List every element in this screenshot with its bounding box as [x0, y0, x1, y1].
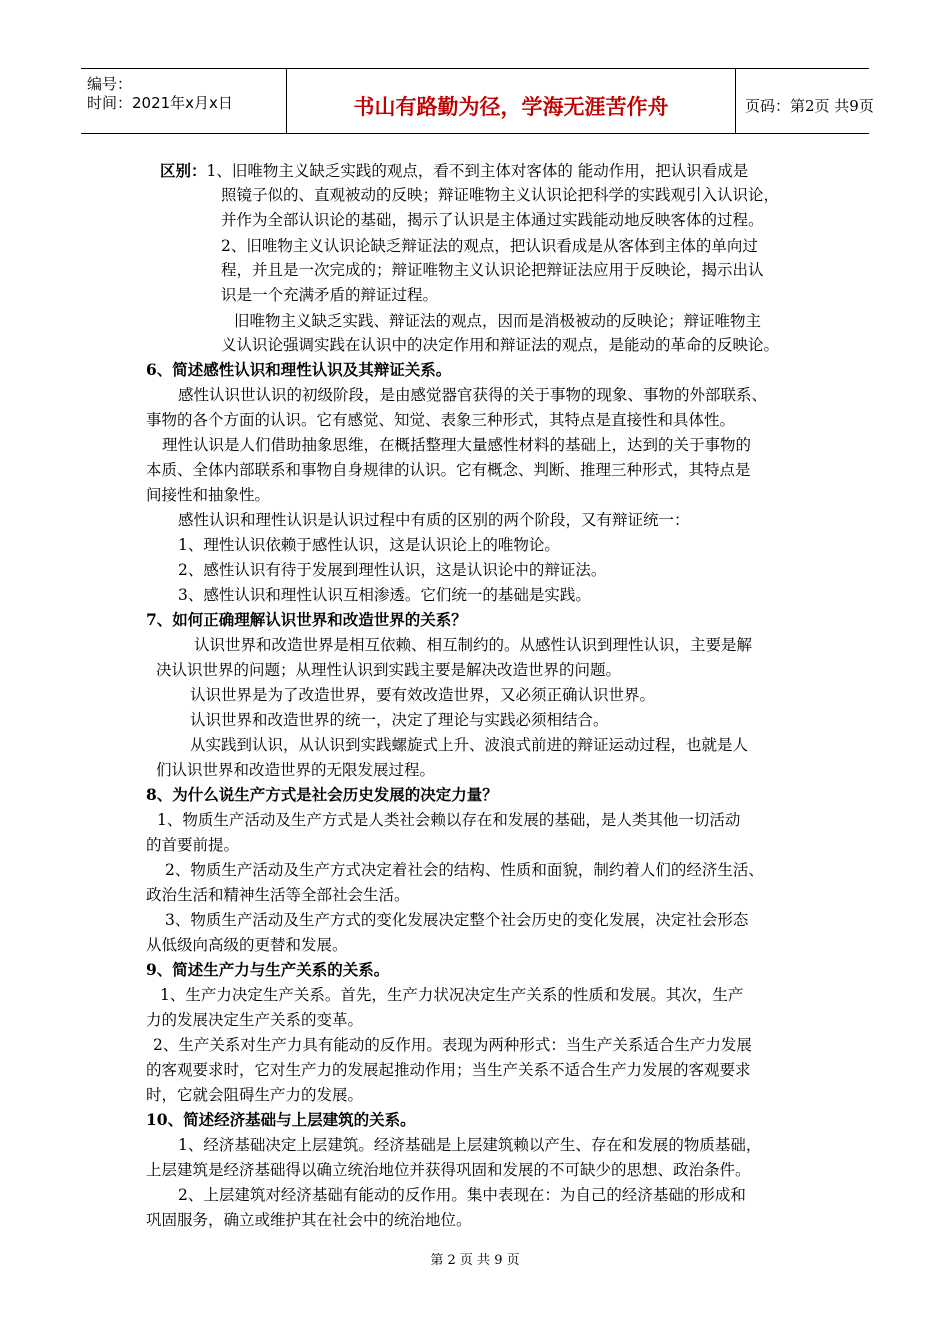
q7-line-5: 从实践到认识，从认识到实践螺旋式上升、波浪式前进的辩证运动过程，也就是人: [190, 736, 749, 754]
q10-line-3: 2、上层建筑对经济基础有能动的反作用。集中表现在：为自己的经济基础的形成和: [178, 1186, 746, 1204]
q9-line-3: 2、生产关系对生产力具有能动的反作用。表现为两种形式：当生产关系适合生产力发展: [153, 1036, 752, 1054]
q6-line-1: 感性认识世认识的初级阶段，是由感觉器官获得的关于事物的现象、事物的外部联系、: [178, 386, 768, 404]
q6-line-4: 本质、全体内部联系和事物自身规律的认识。它有概念、判断、推理三种形式，其特点是: [146, 461, 751, 479]
diff-line-4: 2、旧唯物主义认识论缺乏辩证法的观点，把认识看成是从客体到主体的单向过: [221, 237, 758, 255]
q10-line-2: 上层建筑是经济基础得以确立统治地位并获得巩固和发展的不可缺少的思想、政治条件。: [146, 1161, 751, 1179]
q7-line-4: 认识世界和改造世界的统一，决定了理论与实践必须相结合。: [190, 711, 609, 729]
q9-line-2: 力的发展决定生产关系的变革。: [146, 1011, 364, 1029]
header-meta-cell: [81, 69, 286, 133]
q8-heading: 8、为什么说生产方式是社会历史发展的决定力量？: [146, 785, 498, 804]
q8-line-2: 的首要前提。: [146, 836, 240, 854]
q9-line-4: 的客观要求时，它对生产力的发展起推动作用；当生产关系不适合生产力发展的客观要求: [146, 1061, 751, 1079]
header-motto-cell: [286, 69, 736, 133]
q6-line-3: 理性认识是人们借助抽象思维，在概括整理大量感性材料的基础上，达到的关于事物的: [162, 436, 752, 454]
q7-heading: 7、如何正确理解认识世界和改造世界的关系？: [146, 610, 467, 629]
q6-line-7: 1、理性认识依赖于感性认识，这是认识论上的唯物论。: [178, 536, 560, 554]
diff-line-6: 识是一个充满矛盾的辩证过程。: [221, 286, 439, 304]
diff-line-1: 区别：1、旧唯物主义缺乏实践的观点，看不到主体对客体的 能动作用，把认识看成是: [160, 161, 749, 180]
header-page-cell: [735, 69, 874, 133]
diff-line-8: 义认识论强调实践在认识中的决定作用和辩证法的观点，是能动的革命的反映论。: [221, 336, 780, 354]
q8-line-5: 3、物质生产活动及生产方式的变化发展决定整个社会历史的变化发展，决定社会形态: [165, 911, 749, 929]
diff-label: 区别：: [160, 161, 207, 180]
q10-line-1: 1、经济基础决定上层建筑。经济基础是上层建筑赖以产生、存在和发展的物质基础，: [178, 1136, 762, 1154]
q9-heading: 9、简述生产力与生产关系的关系。: [146, 960, 390, 979]
header-motto: 书山有路勤为径，学海无涯苦作舟: [353, 95, 669, 119]
diff-line-7: 旧唯物主义缺乏实践、辩证法的观点，因而是消极被动的反映论；辩证唯物主: [234, 312, 762, 330]
q8-line-4: 政治生活和精神生活等全部社会生活。: [146, 886, 410, 904]
q6-line-6: 感性认识和理性认识是认识过程中有质的区别的两个阶段，又有辩证统一：: [178, 511, 690, 529]
diff-line-3: 并作为全部认识论的基础，揭示了认识是主体通过实践能动地反映客体的过程。: [221, 211, 764, 229]
q6-line-2: 事物的各个方面的认识。它有感觉、知觉、表象三种形式，其特点是直接性和具体性。: [146, 411, 736, 429]
page-footer-number: 第 2 页 共 9 页: [430, 1253, 520, 1268]
q7-line-2: 决认识世界的问题；从理性认识到实践主要是解决改造世界的问题。: [156, 661, 622, 679]
q7-line-1: 认识世界和改造世界是相互依赖、相互制约的。从感性认识到理性认识，主要是解: [194, 636, 753, 654]
q9-line-1: 1、生产力决定生产关系。首先，生产力状况决定生产关系的性质和发展。其次，生产: [160, 986, 744, 1004]
q8-line-3: 2、物质生产活动及生产方式决定着社会的结构、性质和面貌，制约着人们的经济生活、: [165, 861, 764, 879]
document-number-label: 编号：: [87, 75, 133, 93]
q6-line-9: 3、感性认识和理性认识互相渗透。它们统一的基础是实践。: [178, 586, 591, 604]
q9-line-5: 时，它就会阻碍生产力的发展。: [146, 1086, 364, 1104]
q8-line-1: 1、物质生产活动及生产方式是人类社会赖以存在和发展的基础，是人类其他一切活动: [157, 811, 741, 829]
diff-line-2: 照镜子似的、直观被动的反映；辩证唯物主义认识论把科学的实践观引入认识论，: [221, 186, 780, 204]
q6-line-8: 2、感性认识有待于发展到理性认识，这是认识论中的辩证法。: [178, 561, 607, 579]
page-header: [81, 68, 874, 134]
q10-heading: 10、简述经济基础与上层建筑的关系。: [146, 1110, 416, 1129]
diff-line-5: 程，并且是一次完成的；辩证唯物主义认识论把辩证法应用于反映论，揭示出认: [221, 261, 764, 279]
q6-line-5: 间接性和抽象性。: [146, 486, 271, 504]
q8-line-6: 从低级向高级的更替和发展。: [146, 936, 348, 954]
header-page-number: 页码：第2页 共9页: [745, 97, 874, 115]
q10-line-4: 巩固服务，确立或维护其在社会中的统治地位。: [146, 1211, 472, 1229]
document-date-label: 时间：2021年x月x日: [87, 94, 233, 112]
q7-line-6: 们认识世界和改造世界的无限发展过程。: [156, 761, 436, 779]
q7-line-3: 认识世界是为了改造世界，要有效改造世界，又必须正确认识世界。: [190, 686, 656, 704]
q6-heading: 6、简述感性认识和理性认识及其辩证关系。: [146, 360, 452, 379]
